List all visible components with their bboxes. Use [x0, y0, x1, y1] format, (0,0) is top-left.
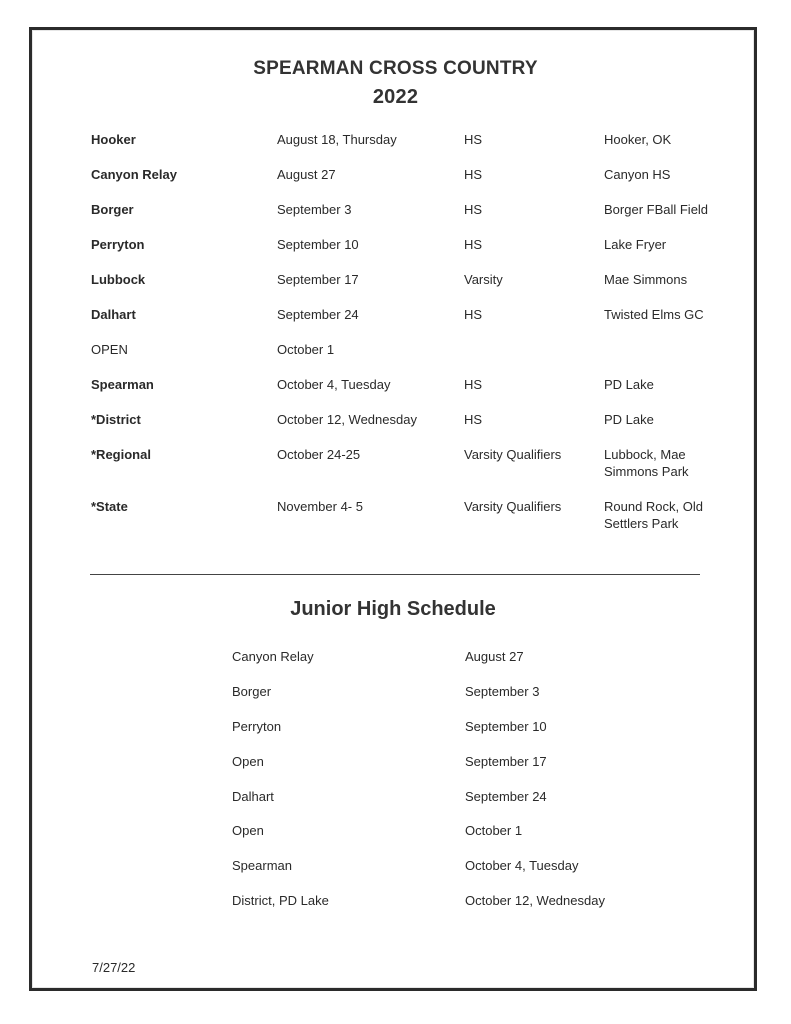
meet-date: October 24-25 [277, 447, 361, 462]
meet-location: Canyon HS [604, 167, 671, 182]
jh-meet-name: Dalhart [232, 789, 274, 804]
meet-location: Hooker, OK [604, 132, 672, 147]
meet-location: Borger FBall Field [604, 202, 709, 217]
meet-date: October 12, Wednesday [277, 412, 417, 427]
jh-meet-name: Borger [232, 684, 272, 699]
meet-name: *District [91, 412, 141, 427]
revision-date: 7/27/22 [92, 960, 136, 975]
meet-date: November 4- 5 [277, 499, 363, 514]
meet-level: HS [464, 202, 483, 217]
meet-location: Round Rock, Old Settlers Park [604, 499, 703, 531]
jh-meet-date: September 24 [465, 789, 547, 804]
meet-name: Canyon Relay [91, 167, 177, 182]
jh-meet-name: District, PD Lake [232, 893, 329, 908]
meet-location: Twisted Elms GC [604, 307, 704, 322]
meet-name: Hooker [91, 132, 136, 147]
meet-level: HS [464, 307, 483, 322]
jh-meet-date: September 10 [465, 719, 547, 734]
junior-high-title: Junior High Schedule [290, 598, 496, 620]
jh-meet-name: Spearman [232, 858, 292, 873]
meet-name: *Regional [91, 447, 151, 462]
meet-date: August 18, Thursday [277, 132, 397, 147]
meet-level: HS [464, 237, 483, 252]
jh-meet-name: Open [232, 823, 264, 838]
document-title: SPEARMAN CROSS COUNTRY [253, 58, 538, 79]
jh-meet-date: October 12, Wednesday [465, 893, 605, 908]
jh-meet-name: Perryton [232, 719, 282, 734]
meet-location: PD Lake [604, 412, 654, 427]
jh-meet-date: October 1 [465, 823, 523, 838]
meet-level: HS [464, 167, 483, 182]
meet-name: Spearman [91, 377, 154, 392]
meet-date: September 24 [277, 307, 359, 322]
meet-level: HS [464, 132, 483, 147]
meet-name: *State [91, 499, 128, 514]
jh-meet-date: August 27 [465, 649, 524, 664]
meet-date: September 3 [277, 202, 352, 217]
meet-location: Lake Fryer [604, 237, 667, 252]
meet-level: HS [464, 377, 483, 392]
jh-meet-date: October 4, Tuesday [465, 858, 579, 873]
jh-meet-name: Canyon Relay [232, 649, 314, 664]
meet-level: HS [464, 412, 483, 427]
document-year: 2022 [372, 86, 419, 108]
meet-level: Varsity Qualifiers [464, 499, 562, 514]
meet-date: August 27 [277, 167, 336, 182]
meet-level: Varsity [464, 272, 503, 287]
meet-location: PD Lake [604, 377, 654, 392]
meet-date: September 17 [277, 272, 359, 287]
meet-date: September 10 [277, 237, 359, 252]
meet-name: Perryton [91, 237, 145, 252]
meet-name: OPEN [91, 342, 128, 357]
jh-meet-name: Open [232, 754, 264, 769]
meet-name: Dalhart [91, 307, 136, 322]
jh-meet-date: September 3 [465, 684, 540, 699]
section-divider [90, 574, 700, 575]
meet-location: Mae Simmons [604, 272, 688, 287]
meet-date: October 4, Tuesday [277, 377, 391, 392]
meet-name: Lubbock [91, 272, 146, 287]
meet-name: Borger [91, 202, 134, 217]
meet-location: Lubbock, Mae Simmons Park [604, 447, 689, 479]
meet-date: October 1 [277, 342, 335, 357]
jh-meet-date: September 17 [465, 754, 547, 769]
meet-level: Varsity Qualifiers [464, 447, 562, 462]
